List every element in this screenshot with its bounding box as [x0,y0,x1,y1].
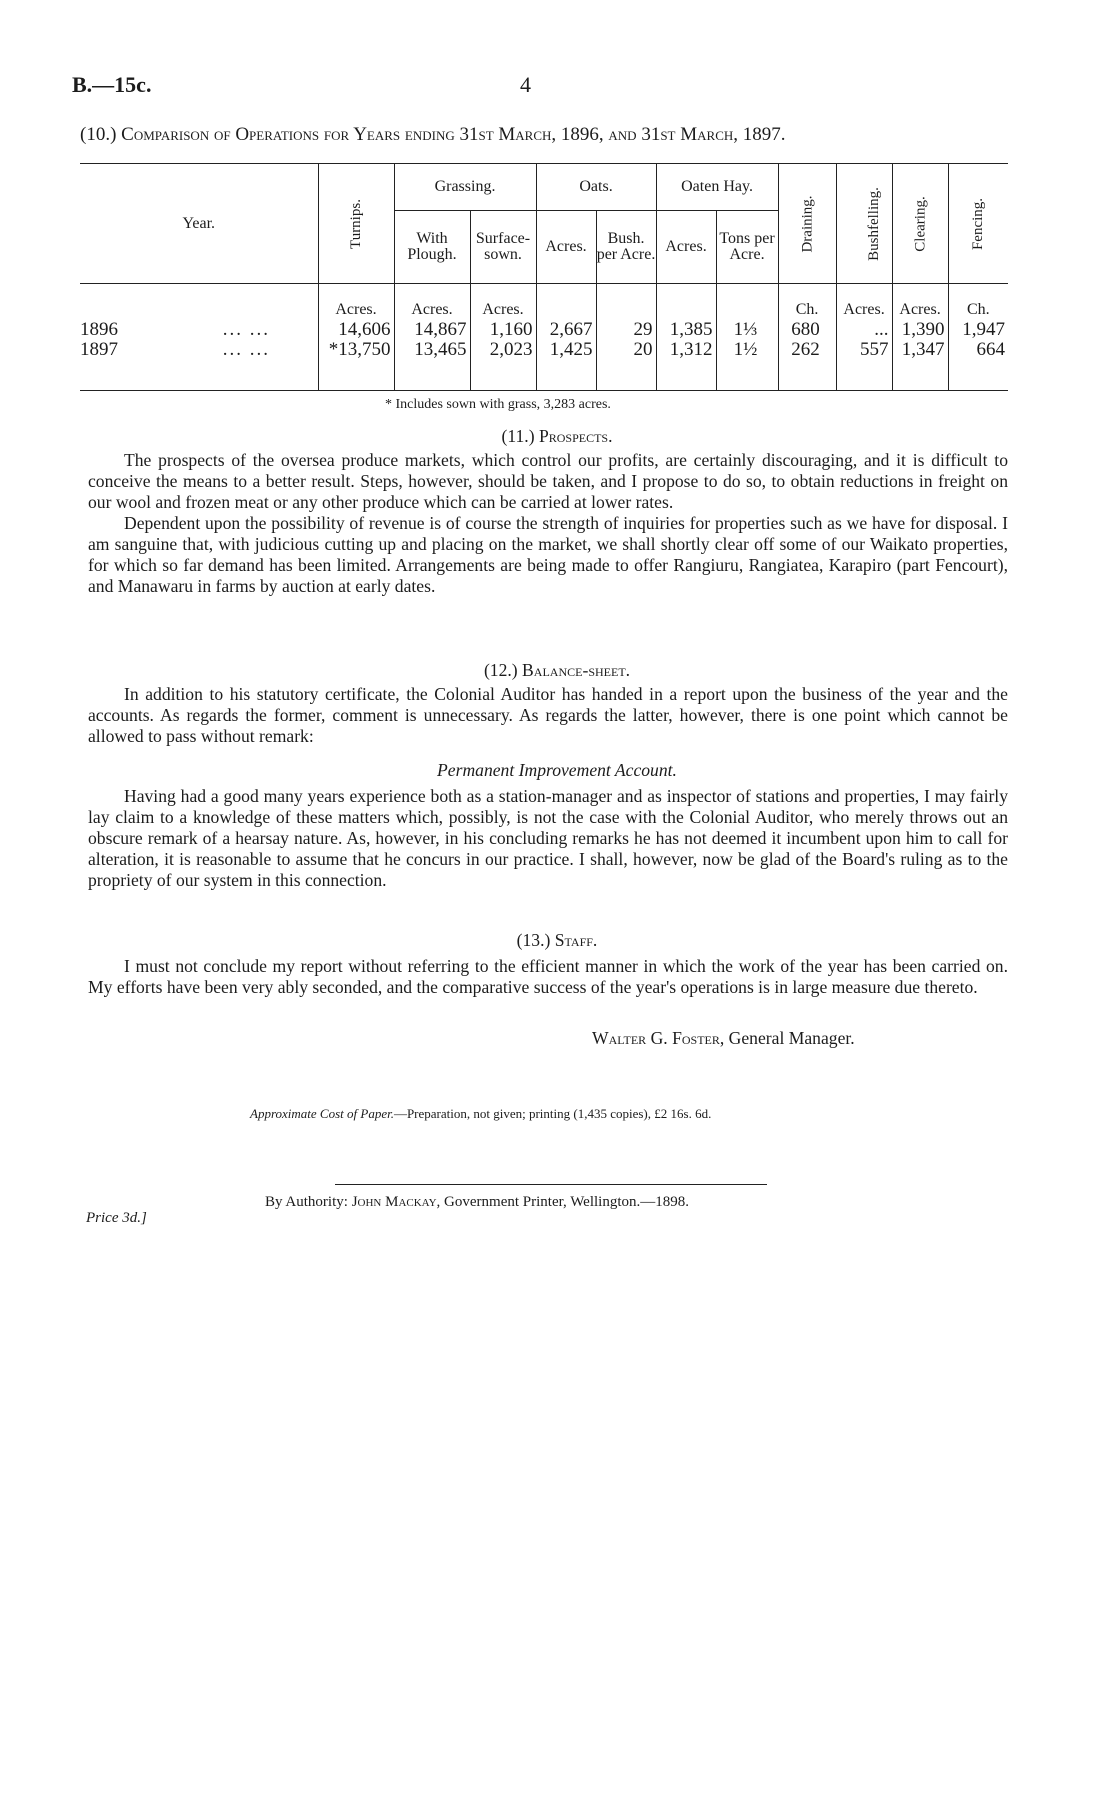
cell-with-plough: 13,465 [394,340,470,368]
cell-surface-sown: 2,023 [470,340,536,368]
col-bushfelling [836,164,892,284]
row-1896-year: 1896 ... ... [80,319,270,340]
unit-surface-sown: Acres. [470,284,536,321]
col-hay-acres: Acres. [656,211,716,284]
cell-bushfelling: 557 [836,340,892,368]
cell-clearing: 1,390 [892,320,948,340]
col-oaten-hay: Oaten Hay. [656,164,778,211]
section-12-body-2 [88,786,1008,891]
table-footnote: * Includes sown with grass, 3,283 acres. [385,397,611,412]
paragraph: Having had a good many years experience both as a station-manager and as inspector of stations and properties, I may fairly lay claim to a knowledge of these matters which, possibly, is not the case with the Colonial Auditor, who merely throws out an obscure remark of a hearsay nature. As, however, in his concluding remarks he has not deemed it incumbent upon him to call for alteration, it is reasonable to assume that he concurs in our practice. I shall, however, now be glad of the Board's ruling as to the propriety of our system in this connection. [88,786,1008,890]
section-13-body [88,956,1008,998]
col-oats-acres: Acres. [536,211,596,284]
unit-draining: Ch. [778,284,836,321]
cell-oats-acres: 1,425 [536,340,596,368]
cost-label: Approximate Cost of Paper. [250,1106,394,1121]
cell-fencing: 664 [948,340,1008,368]
section-10-prefix: (10.) [80,124,117,145]
cell-hay-acres: 1,312 [656,340,716,368]
col-fencing-label: Fencing. [970,197,987,250]
table-row [80,340,1008,368]
unit-with-plough: Acres. [394,284,470,321]
section-12-subheading: Permanent Improvement Account. [437,760,677,780]
row-1897-year: 1897 ... ... [80,339,270,360]
page-number: 4 [520,72,531,97]
printer-name: John Mackay [351,1194,437,1210]
col-oats: Oats. [536,164,656,211]
section-12-heading: (12.) Balance-sheet. [483,660,631,680]
col-turnips-label: Turnips. [347,198,364,249]
section-10-title [80,124,786,146]
price: Price 3d.] [86,1210,147,1226]
cell-with-plough: 14,867 [394,320,470,340]
col-grassing: Grassing. [394,164,536,211]
unit-turnips: Acres. [318,284,394,321]
report-code: B.—15c. [72,72,152,97]
cell-hay-acres: 1,385 [656,320,716,340]
col-draining-label: Draining. [799,194,816,253]
printer-authority [265,1194,689,1211]
col-turnips [318,164,394,284]
col-fencing [948,164,1008,284]
section-13-heading: (13.) Staff. [516,930,598,950]
col-draining [778,164,836,284]
section-11-heading: (11.) Prospects. [501,426,613,446]
unit-fencing: Ch. [948,284,1008,321]
col-surface-sown: Surface-sown. [470,211,536,284]
section-10-heading: Comparison of Operations for Years ending 31st March, 1896, and 31st March, 1897. [121,124,786,145]
table-row [80,320,1008,340]
cell-oats-bush: 20 [596,340,656,368]
authority-suffix: , Government Printer, Wellington.—1898. [436,1194,690,1210]
cell-hay-tons: 1½ [716,340,778,368]
col-oats-bush: Bush. per Acre. [596,211,656,284]
col-clearing-label: Clearing. [912,195,929,252]
section-11-body [88,450,1008,597]
col-year: Year. [80,164,318,284]
signature-name: Walter G. Foster [592,1028,720,1048]
col-bushfelling-label: Bushfelling. [865,186,882,261]
unit-clearing: Acres. [892,284,948,321]
cell-draining: 680 [778,320,836,340]
signature-title: , General Manager. [719,1028,855,1048]
cell-clearing: 1,347 [892,340,948,368]
paragraph: The prospects of the oversea produce markets, which control our profits, are certainly discouraging, and it is difficult to conceive the means to a better result. Steps, however, should be taken, and I propose to do so, to obtain reductions in freight on our wool and frozen meat or any other produce which can be carried at lower rates. [88,450,1008,512]
cell-draining: 262 [778,340,836,368]
col-with-plough: With Plough. [394,211,470,284]
cell-fencing: 1,947 [948,320,1008,340]
paragraph: Dependent upon the possibility of revenue is of course the strength of inquiries for properties such as we have for disposal. I am sanguine that, with judicious cutting up and placing on the market, we shall shortly clear off some of our Waikato properties, for which so far demand has been limited. Arrangements are being made to offer Rangiuru, Rangiatea, Karapiro (part Fencourt), and Manawaru in farms by auction at early dates. [88,513,1008,596]
cell-hay-tons: 1⅓ [716,320,778,340]
col-hay-tons: Tons per Acre. [716,211,778,284]
signature [592,1028,855,1049]
section-12-body [88,684,1008,747]
cell-bushfelling: ... [836,320,892,340]
cost-note [250,1106,711,1122]
unit-bushfelling: Acres. [836,284,892,321]
authority-prefix: By Authority: [265,1194,348,1210]
cell-oats-acres: 2,667 [536,320,596,340]
cost-text: —Preparation, not given; printing (1,435 copies), £2 16s. 6d. [393,1106,712,1121]
col-clearing [892,164,948,284]
operations-table [80,163,1008,392]
cell-turnips: 14,606 [318,320,394,340]
cell-surface-sown: 1,160 [470,320,536,340]
footer-rule [335,1184,767,1185]
paragraph: I must not conclude my report without referring to the efficient manner in which the work of the year has been carried on. My efforts have been very ably seconded, and the comparative success of the year's operations is in large measure due thereto. [88,956,1008,997]
paragraph: In addition to his statutory certificate, the Colonial Auditor has handed in a report upon the business of the year and the accounts. As regards the former, comment is unnecessary. As regards the latter, however, there is one point which cannot be allowed to pass without remark: [88,684,1008,746]
cell-oats-bush: 29 [596,320,656,340]
cell-turnips: *13,750 [318,340,394,368]
